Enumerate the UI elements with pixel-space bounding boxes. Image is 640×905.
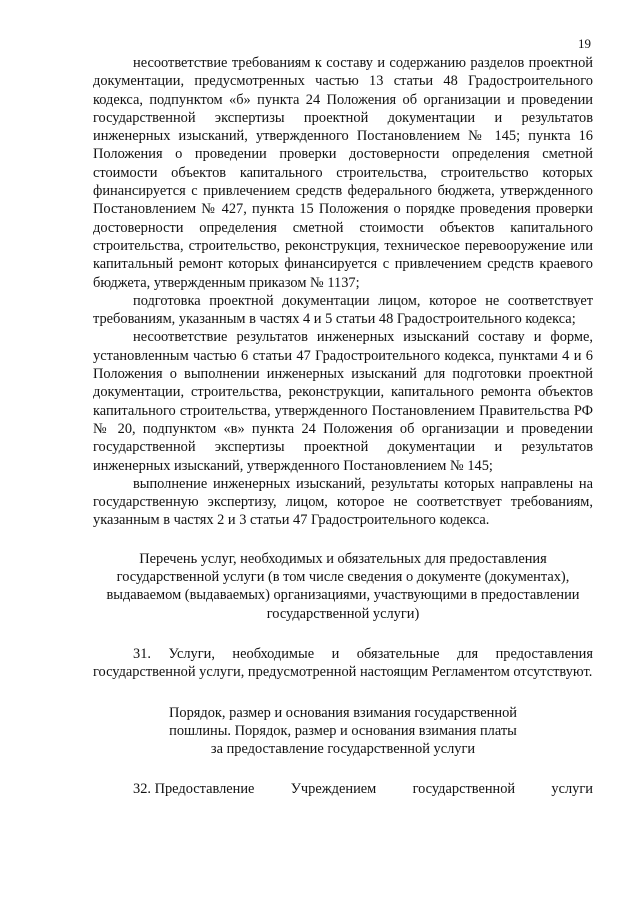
clause-32-word: услуги: [551, 781, 593, 798]
document-body: [93, 54, 593, 799]
heading-line: за предоставление государственной услуги: [210, 741, 476, 758]
paragraph-unqualified-preparer: подготовка проектной документации лицом, которое не соответствует требованиям, указанным в частях 4 и 5 статьи 48 Градостроительного кодекса;: [93, 292, 593, 328]
heading-line: выдаваемом (выдаваемых) организациями, участвующими в предоставлении: [106, 587, 580, 604]
clause-32: [93, 780, 593, 798]
section-heading-state-fee: [93, 704, 593, 759]
clause-31: 31. Услуги, необходимые и обязательные для предоставления государственной услуги, предусмотренной настоящим Регламентом отсутствуют.: [93, 645, 593, 681]
heading-line: пошлины. Порядок, размер и основания взимания платы: [169, 722, 517, 739]
heading-line: Перечень услуг, необходимых и обязательных для предоставления: [139, 550, 547, 567]
clause-32-word: Учреждением: [290, 781, 377, 798]
clause-32-word: 32. Предоставление: [133, 781, 255, 798]
clause-32-word: государственной: [412, 781, 516, 798]
section-heading-required-services: [93, 550, 593, 623]
heading-line: государственной услуги (в том числе сведения о документе (документах),: [116, 569, 570, 586]
page-number: 19: [578, 36, 591, 51]
paragraph-project-docs-noncompliance: несоответствие требованиям к составу и содержанию разделов проектной документации, предусмотренных частью 13 статьи 48 Градостроительного кодекса, подпунктом «б» пункта 24 Положения об организации и проведении государственной экспертизы проектной документации и результатов инженерных изысканий, утвержденного Постановлением № 145; пункта 16 Положения о проведении проверки достоверности определения сметной стоимости объектов капитального строительства, строительство которых финансируется с привлечением средств федерального бюджета, утвержденного Постановлением № 427, пункта 15 Положения о порядке проведения проверки достоверности определения сметной стоимости объектов капитального строительства, строительство, реконструкция, техническое перевооружение или капитальный ремонт которых финансируется с привлечением средств краевого бюджета, утвержденным приказом № 1137;: [93, 55, 593, 291]
paragraph-survey-results-noncompliance: несоответствие результатов инженерных изысканий составу и форме, установленным частью 6 статьи 47 Градостроительного кодекса, пунктами 4 и 6 Положения о выполнении инженерных изысканий для подготовки проектной документации, строительства, реконструкции, капитального ремонта объектов капитального строительства, утвержденного Постановлением Правительства РФ № 20, подпунктом «в» пункта 24 Положения об организации и проведении государственной экспертизы проектной документации и результатов инженерных изысканий, утвержденного Постановлением № 145;: [93, 329, 593, 474]
heading-line: государственной услуги): [266, 605, 420, 622]
heading-line: Порядок, размер и основания взимания государственной: [169, 704, 517, 721]
paragraph-unqualified-surveyor: выполнение инженерных изысканий, результаты которых направлены на государственную экспертизу, лицом, которое не соответствует требованиям, указанным в частях 2 и 3 статьи 47 Градостроительного кодекса.: [93, 475, 593, 529]
